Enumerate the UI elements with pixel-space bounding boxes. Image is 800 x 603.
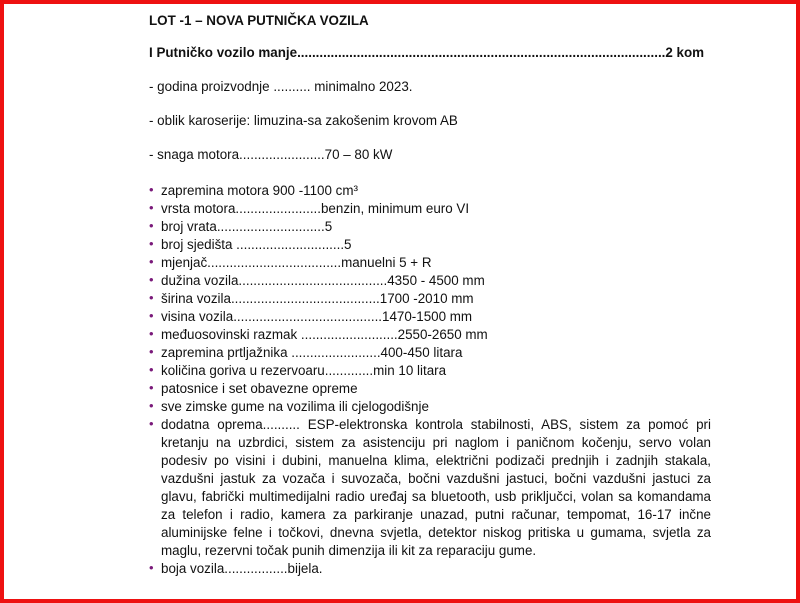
- spec-item: [149, 308, 711, 326]
- spec-text: boja vozila.................bijela.: [161, 561, 323, 576]
- spec-text: sve zimske gume na vozilima ili cjelogodišnje: [161, 399, 429, 414]
- spec-text: međuosovinski razmak ..........................2550-2650 mm: [161, 327, 488, 342]
- spec-item: [149, 380, 711, 398]
- spec-item: [149, 236, 711, 254]
- bullet-icon: •: [149, 416, 154, 431]
- bullet-icon: •: [149, 380, 154, 395]
- spec-text: mjenjač....................................manuelni 5 + R: [161, 255, 432, 270]
- spec-item: [149, 182, 711, 200]
- spec-item: [149, 218, 711, 236]
- bullet-icon: •: [149, 560, 154, 575]
- spec-text: širina vozila........................................1700 -2010 mm: [161, 291, 474, 306]
- spec-item: [149, 560, 711, 578]
- bullet-icon: •: [149, 308, 154, 323]
- spec-text: dužina vozila........................................4350 - 4500 mm: [161, 273, 485, 288]
- spec-text: dodatna oprema.......... ESP-elektronska kontrola stabilnosti, ABS, sistem za pomoć pri kretanju na uzbrdici, sistem za asistenciju pri naglom i paničnom kočenju, servo volan podesiv po visini i dubini, manuelna klima, električni podizači prednjih i zadnjih stakala, vazdušni jastuk za vozača i suvozača, bočni vazdušni jastuci, bočni vazdušni jastuci za glavu, fabrički multimedijalni radio uređaj sa bluetooth, usb priključci, volan sa komandama za telefon i radio, kamera za parkiranje unazad, putni računar, tempomat, 16-17 inčne aluminijske felne i točkovi, dnevna svjetla, detektor niskog pritiska u gumama, svjetla za maglu, rezervni točak punih dimenzija ili kit za reparaciju gume.: [161, 417, 711, 558]
- bullet-icon: •: [149, 326, 154, 341]
- spec-text: visina vozila........................................1470-1500 mm: [161, 309, 473, 324]
- document-title: LOT -1 – NOVA PUTNIČKA VOZILA: [149, 13, 369, 28]
- bullet-icon: •: [149, 182, 154, 197]
- bullet-icon: •: [149, 200, 154, 215]
- spec-item: [149, 398, 711, 416]
- spec-item: [149, 362, 711, 380]
- spec-list: [149, 182, 711, 578]
- bullet-icon: •: [149, 290, 154, 305]
- dash-item-engine-power: - snaga motora.......................70 – 80 kW: [149, 147, 393, 162]
- spec-item: [149, 344, 711, 362]
- dash-item-body-type: - oblik karoserije: limuzina-sa zakošenim krovom AB: [149, 113, 458, 128]
- bullet-icon: •: [149, 398, 154, 413]
- spec-item: [149, 200, 711, 218]
- spec-text: vrsta motora.......................benzin, minimum euro VI: [161, 201, 470, 216]
- bullet-icon: •: [149, 344, 154, 359]
- bullet-icon: •: [149, 218, 154, 233]
- spec-item: [149, 254, 711, 272]
- spec-text: zapremina motora 900 -1100 cm³: [161, 183, 358, 198]
- spec-item: [149, 272, 711, 290]
- section-heading: I Putničko vozilo manje...................................................................................................2 kom: [149, 45, 705, 60]
- bullet-icon: •: [149, 362, 154, 377]
- spec-text: zapremina prtljažnika ........................400-450 litara: [161, 345, 463, 360]
- spec-text: patosnice i set obavezne opreme: [161, 381, 358, 396]
- spec-text: količina goriva u rezervoaru.............min 10 litara: [161, 363, 447, 378]
- bullet-icon: •: [149, 272, 154, 287]
- document-body: [149, 12, 711, 578]
- spec-item: [149, 326, 711, 344]
- spec-item: [149, 290, 711, 308]
- dash-item-year: - godina proizvodnje .......... minimalno 2023.: [149, 79, 413, 94]
- bullet-icon: •: [149, 236, 154, 251]
- spec-text: broj sjedišta .............................5: [161, 237, 352, 252]
- spec-item-additional-equipment: [149, 416, 711, 560]
- bullet-icon: •: [149, 254, 154, 269]
- spec-text: broj vrata.............................5: [161, 219, 333, 234]
